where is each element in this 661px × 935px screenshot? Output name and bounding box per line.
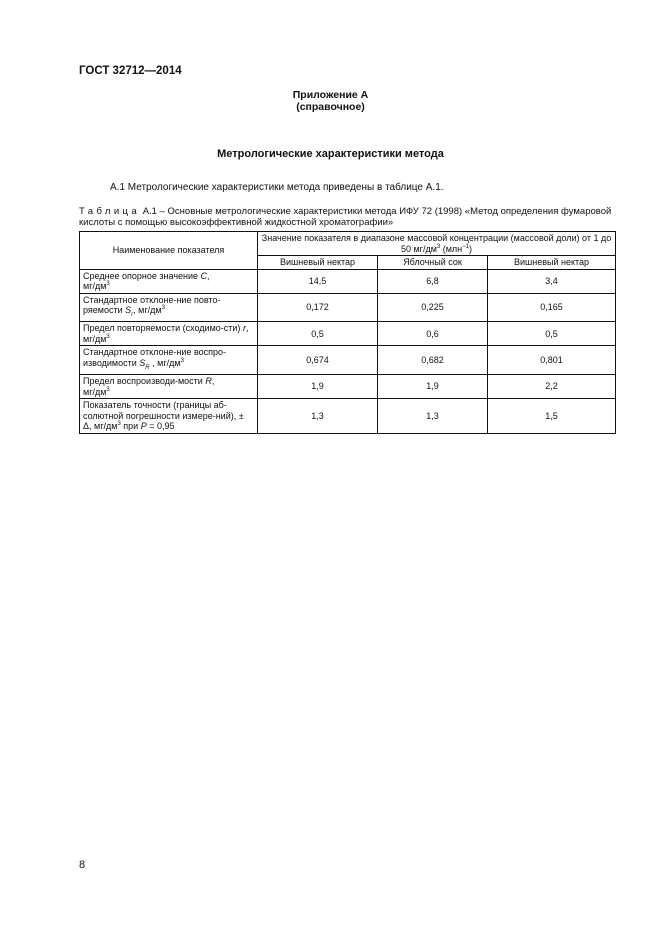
column-header-cherry-nectar-1: Вишневый нектар [258, 256, 378, 270]
row-label-reproducibility-sd: Стандартное отклоне-ние воспро-изводимости $S_R$ , $мг/дм^3$ [80, 346, 258, 375]
table-cell: 1,3 [378, 399, 488, 434]
table-row [80, 322, 616, 346]
column-header-cherry-nectar-2: Вишневый нектар [488, 256, 616, 270]
header-indicator: Наименование показателя [80, 232, 258, 270]
row-label-reproducibility-limit: Предел воспроизводи-мости R, $мг/дм^3$ [80, 375, 258, 399]
table-cell: 1,9 [378, 375, 488, 399]
table-cell: 0,682 [378, 346, 488, 375]
table-cell: 1,5 [488, 399, 616, 434]
table-cell: 14,5 [258, 269, 378, 293]
document-header: ГОСТ 32712—2014 [79, 65, 182, 77]
table-header-row [80, 232, 616, 256]
section-title: Метрологические характеристики метода [217, 148, 444, 160]
header-range-exp: 3 [436, 243, 441, 250]
intro-paragraph: А.1 Метрологические характеристики метода приведены в таблице А.1. [110, 182, 444, 193]
table-cell: 0,674 [258, 346, 378, 375]
appendix-subtitle: (справочное) [296, 101, 365, 113]
caption-text: А.1 – Основные метрологические характеристики метода ИФУ 72 (1998) «Метод определения фумаровой кислоты с помощью высокоэффективной жидкостной хроматографии» [79, 206, 612, 228]
row-label-repeatability-sd: Стандартное отклоне-ние повто-ряемости $S_r$, $мг/дм^3$ [80, 293, 258, 322]
header-value-range [258, 232, 616, 256]
caption-lead: Таблица [79, 206, 141, 217]
header-unit-exp: −1 [462, 243, 470, 250]
table-row [80, 293, 616, 322]
table-cell: 3,4 [488, 269, 616, 293]
appendix-title: Приложение А [292, 89, 369, 101]
table-cell: 2,2 [488, 375, 616, 399]
table-cell: 0,5 [258, 322, 378, 346]
table-cell: 0,172 [258, 293, 378, 322]
table-cell: 0,5 [488, 322, 616, 346]
table-cell: 0,165 [488, 293, 616, 322]
table-caption [79, 206, 615, 228]
table-row [80, 399, 616, 434]
table-cell: 0,225 [378, 293, 488, 322]
table-cell: 6,8 [378, 269, 488, 293]
table-row [80, 269, 616, 293]
row-label-reference-value: Среднее опорное значение C, $мг/дм^3$ [80, 269, 258, 293]
table-cell: 0,801 [488, 346, 616, 375]
header-unit-close: ) [469, 243, 473, 254]
page-number: 8 [79, 859, 86, 871]
metrology-table [79, 231, 616, 434]
column-header-apple-juice: Яблочный сок [378, 256, 488, 270]
table-row [80, 375, 616, 399]
table-cell: 0,6 [378, 322, 488, 346]
row-label-accuracy: Показатель точности (границы аб-солютной погрешности измере-ний), ± Δ, $мг/дм^3$ при P = 0,95 [80, 399, 258, 434]
row-label-repeatability-limit: Предел повторяемости (сходимо-сти) r, $мг/дм^3$ [80, 322, 258, 346]
table-cell: 1,9 [258, 375, 378, 399]
table-row [80, 346, 616, 375]
table-cell: 1,3 [258, 399, 378, 434]
header-unit-open: (млн [440, 243, 463, 254]
header-range-text: Значение показателя в диапазоне массовой концентрации (массовой доли) от 1 до 50 мг/дм [261, 233, 612, 254]
